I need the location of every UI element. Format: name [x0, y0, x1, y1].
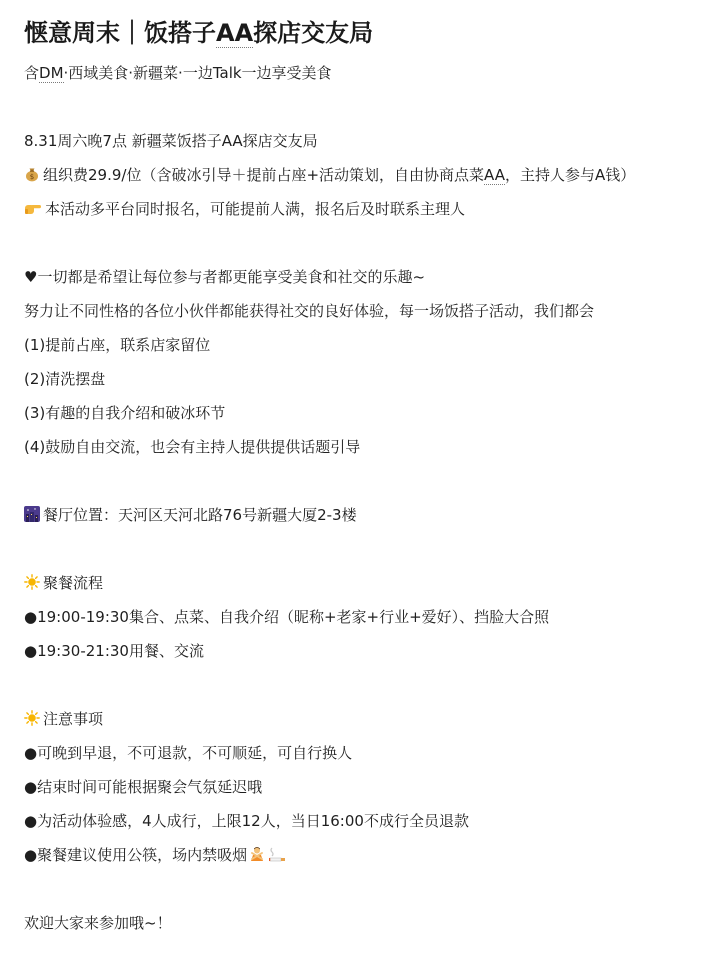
person-gesturing-no-icon — [249, 846, 265, 862]
note-item: ●为活动体验感，4人成行，上限12人，当日16:00不成行全员退款 — [24, 812, 469, 830]
flow-item: ●19:30-21:30用餐、交流 — [24, 642, 204, 660]
subtitle-text-end: ·西域美食·新疆菜·一边Talk一边享受美食 — [63, 64, 332, 82]
subtitle-dm-text: DM — [39, 64, 64, 82]
fee-text: 组织费29.9/位（含破冰引导＋提前占座+活动策划，自由协商点菜 — [43, 166, 485, 184]
step-item: (1)提前占座，联系店家留位 — [24, 336, 211, 354]
location-text: 餐厅位置：天河区天河北路76号新疆大厦2-3楼 — [43, 506, 357, 524]
sun-icon — [24, 574, 40, 590]
step-item: (2)清洗摆盘 — [24, 370, 106, 388]
flow-item: ●19:00-19:30集合、点菜、自我介绍（昵称+老家+行业+爱好）、挡脸大合照 — [24, 608, 550, 626]
title-text: 惬意周末｜饭搭子 — [24, 19, 216, 47]
title-text-end: 探店交友局 — [253, 19, 374, 47]
page-title — [24, 16, 704, 50]
spacer — [24, 668, 704, 702]
note-item — [24, 838, 704, 872]
note-item: ●结束时间可能根据聚会气氛延迟哦 — [24, 778, 263, 796]
location-line — [24, 498, 704, 532]
spacer — [24, 226, 704, 260]
spacer — [24, 532, 704, 566]
fee-aa-text: AA — [484, 166, 505, 184]
subtitle-text: 含 — [24, 64, 40, 82]
effort-line: 努力让不同性格的各位小伙伴都能获得社交的良好体验，每一场饭搭子活动，我们都会 — [24, 302, 595, 320]
step-item: (4)鼓励自由交流，也会有主持人提供提供话题引导 — [24, 438, 361, 456]
signup-text: 本活动多平台同时报名，可能提前人满，报名后及时联系主理人 — [45, 200, 466, 218]
sun-icon — [24, 710, 40, 726]
note-item-text: ●聚餐建议使用公筷，场内禁吸烟 — [24, 846, 248, 864]
fee-line — [24, 158, 704, 192]
step-item: (3)有趣的自我介绍和破冰环节 — [24, 404, 226, 422]
night-city-icon — [24, 506, 40, 522]
pointing-hand-icon — [24, 200, 42, 216]
note-item: ●可晚到早退，不可退款，不可顺延，可自行换人 — [24, 744, 353, 762]
notes-heading-text: 注意事项 — [43, 710, 104, 728]
subtitle — [24, 56, 704, 90]
notes-heading — [24, 702, 704, 736]
event-line: 8.31周六晚7点 新疆菜饭搭子AA探店交友局 — [24, 132, 318, 150]
signup-line — [24, 192, 704, 226]
closing-line: 欢迎大家来参加哦~！ — [24, 914, 172, 932]
svg-text:$: $ — [29, 173, 35, 181]
flow-heading-text: 聚餐流程 — [43, 574, 104, 592]
fee-text-end: ，主持人参与A钱） — [504, 166, 636, 184]
spacer — [24, 90, 704, 124]
spacer — [24, 872, 704, 906]
money-bag-icon — [24, 166, 40, 182]
flow-heading — [24, 566, 704, 600]
title-aa-text: AA — [216, 19, 254, 47]
spacer — [24, 464, 704, 498]
document — [24, 16, 704, 940]
cigarette-icon — [268, 846, 286, 862]
hope-line: ♥一切都是希望让每位参与者都更能享受美食和社交的乐趣~ — [24, 268, 426, 286]
